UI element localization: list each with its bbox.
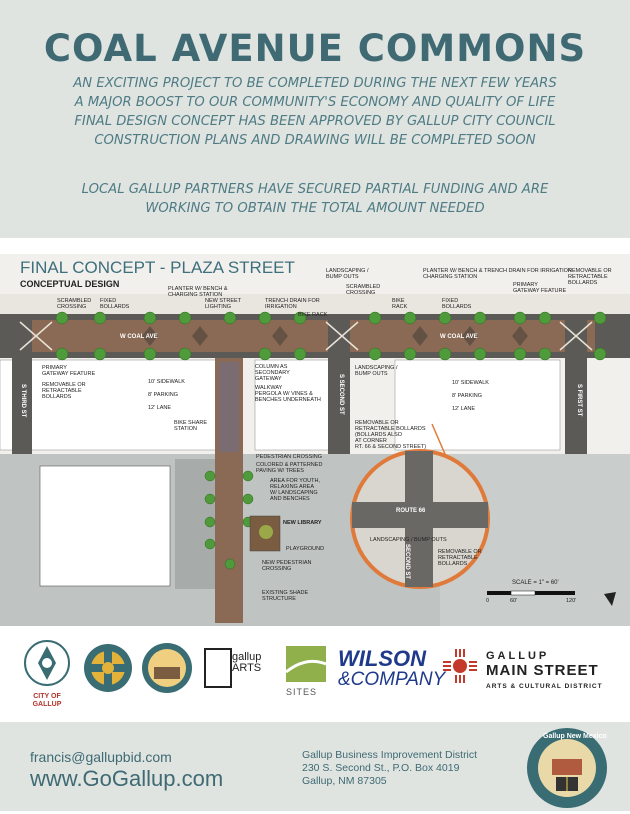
- funding-line: LOCAL GALLUP PARTNERS HAVE SECURED PARTIAL FUNDING AND ARE: [81, 182, 549, 197]
- label-colored-paving: COLORED & PATTERNED PAVING W/ TREES: [256, 462, 323, 474]
- label-lane-2: 12' LANE: [452, 406, 476, 412]
- arts-frame-icon: [204, 648, 232, 688]
- label-sidewalk-2: 10' SIDEWALK: [452, 380, 489, 386]
- label-youth-area: AREA FOR YOUTH, RELAXING AREA W/ LANDSCAPING AND BENCHES: [270, 478, 321, 502]
- label-planter-bench-2: PLANTER W/ BENCH & CHARGING STATION: [423, 268, 483, 280]
- logo-wilson-text: WILSON: [338, 646, 426, 671]
- gallup-badge: [526, 727, 608, 809]
- scale-tick-120: 120': [566, 598, 577, 604]
- label-new-street-lighting: NEW STREET LIGHTING: [205, 298, 242, 310]
- logo-sites-text: SITES: [286, 687, 318, 697]
- label-scrambled-crossing-2: SCRAMBLED CROSSING: [346, 284, 381, 296]
- label-fixed-bollards-2: FIXED BOLLARDS: [442, 298, 472, 310]
- label-route66: ROUTE 66: [396, 508, 426, 514]
- contact-email-link[interactable]: francis@gallupbid.com: [30, 749, 172, 765]
- website-link[interactable]: www.GoGallup.com: [30, 766, 224, 791]
- zia-sun-icon: [442, 648, 478, 684]
- label-primary-gateway-2: PRIMARY GATEWAY FEATURE: [513, 282, 567, 294]
- funding-text: [0, 180, 630, 218]
- label-new-library: NEW LIBRARY: [283, 520, 322, 526]
- label-bike-share: BIKE SHARE STATION: [174, 420, 208, 432]
- scale-tick-0: 0: [486, 598, 490, 604]
- sites-mark-icon: [286, 646, 326, 682]
- label-bike-rack: BIKE RACK: [298, 312, 328, 318]
- logo-city-of-gallup: [22, 638, 72, 708]
- intro-line: A MAJOR BOOST TO OUR COMMUNITY'S ECONOMY AND QUALITY OF LIFE: [74, 95, 556, 110]
- logo-main-street-district: ARTS & CULTURAL DISTRICT: [486, 683, 603, 690]
- label-sidewalk: 10' SIDEWALK: [148, 379, 185, 385]
- page-title: COAL AVENUE COMMONS: [43, 27, 587, 70]
- intro-line: FINAL DESIGN CONCEPT HAS BEEN APPROVED BY GALLUP CITY COUNCIL: [74, 114, 556, 129]
- label-playground: PLAYGROUND: [286, 546, 325, 552]
- funding-line: WORKING TO OBTAIN THE TOTAL AMOUNT NEEDED: [145, 201, 485, 216]
- label-bike-rack-2: BIKE RACK: [392, 298, 408, 310]
- label-trench-drain-2: TRENCH DRAIN FOR IRRIGATION: [484, 268, 572, 274]
- plan-title: FINAL CONCEPT - PLAZA STREET: [20, 258, 295, 277]
- label-parking: 8' PARKING: [148, 392, 178, 398]
- intro-line: CONSTRUCTION PLANS AND DRAWING WILL BE COMPLETED SOON: [94, 133, 536, 148]
- mailing-address: Gallup Business Improvement District 230 S. Second St., P.O. Box 4019 Gallup, NM 87305: [302, 749, 478, 787]
- label-removable-bollards: REMOVABLE OR RETRACTABLE BOLLARDS: [42, 382, 86, 400]
- city-seal-icon: [22, 638, 72, 688]
- intro-line: AN EXCITING PROJECT TO BE COMPLETED DURING THE NEXT FEW YEARS: [73, 76, 557, 91]
- logo-sites: [286, 646, 330, 706]
- label-existing-shade: EXISTING SHADE STRUCTURE: [262, 590, 309, 602]
- label-scrambled-crossing: SCRAMBLED CROSSING: [57, 298, 92, 310]
- logo-main-street-gallup: GALLUP: [486, 650, 550, 662]
- site-plan: [0, 254, 630, 626]
- label-removable-bollards-corner: REMOVABLE OR RETRACTABLE BOLLARDS (BOLLARDS ALSO AT CORNER RT. 66 & SECOND STREET): [355, 420, 427, 450]
- label-removable-bollards-top: REMOVABLE OR RETRACTABLE BOLLARDS: [568, 268, 612, 286]
- scale-tick-60: 60': [510, 598, 518, 604]
- label-new-ped-crossing: NEW PEDESTRIAN CROSSING: [262, 560, 312, 572]
- logo-wilson-company: [338, 648, 445, 689]
- street-second-st: S SECOND ST: [338, 374, 344, 415]
- street-third-st: S THIRD ST: [20, 384, 26, 418]
- scale-label: SCALE = 1" = 60': [512, 580, 559, 586]
- label-fixed-bollards: FIXED BOLLARDS: [100, 298, 130, 310]
- street-first-st: S FIRST ST: [576, 384, 582, 417]
- gallup-badge-text: Gallup New Mexico: [543, 733, 607, 740]
- label-parking-2: 8' PARKING: [452, 393, 482, 399]
- label-primary-gateway: PRIMARY GATEWAY FEATURE: [42, 365, 96, 377]
- logo-gallup-arts-text: gallup ARTS: [232, 651, 262, 674]
- street-coal-ave-2: W COAL AVE: [440, 334, 478, 340]
- label-lane: 12' LANE: [148, 405, 172, 411]
- street-coal-ave-1: W COAL AVE: [120, 334, 158, 340]
- plan-subtitle: CONCEPTUAL DESIGN: [20, 279, 120, 289]
- logo-gallup-arts: [204, 648, 264, 692]
- label-inset-bollards: REMOVABLE OR RETRACTABLE BOLLARDS: [438, 549, 482, 567]
- label-landscaping-bump: LANDSCAPING / BUMP OUTS: [326, 268, 369, 280]
- logo-main-street-name: MAIN STREET: [486, 662, 599, 679]
- label-planter-bench: PLANTER W/ BENCH & CHARGING STATION: [168, 286, 228, 298]
- label-column-gateway: COLUMN AS SECONDARY GATEWAY: [255, 364, 290, 382]
- partner-logos: [0, 636, 630, 716]
- label-landscaping-bump-2: LANDSCAPING / BUMP OUTS: [355, 365, 398, 377]
- logo-company-text: &COMPANY: [338, 669, 446, 690]
- logo-city-text: CITY OF GALLUP: [32, 693, 62, 708]
- zia-seal-icon: [82, 642, 134, 694]
- label-second-st-inset: SECOND ST: [404, 544, 410, 580]
- label-pedestrian-crossing: PEDESTRIAN CROSSING: [256, 454, 323, 460]
- community-badge-icon: [140, 641, 194, 695]
- intro-text: [0, 74, 630, 150]
- label-inset-landscaping: LANDSCAPING / BUMP OUTS: [370, 537, 447, 543]
- logo-main-street: [442, 646, 622, 696]
- label-walkway-pergola: WALKWAY PERGOLA W/ VINES & BENCHES UNDERNEATH: [255, 385, 321, 403]
- label-trench-drain: TRENCH DRAIN FOR IRRIGATION: [265, 298, 320, 310]
